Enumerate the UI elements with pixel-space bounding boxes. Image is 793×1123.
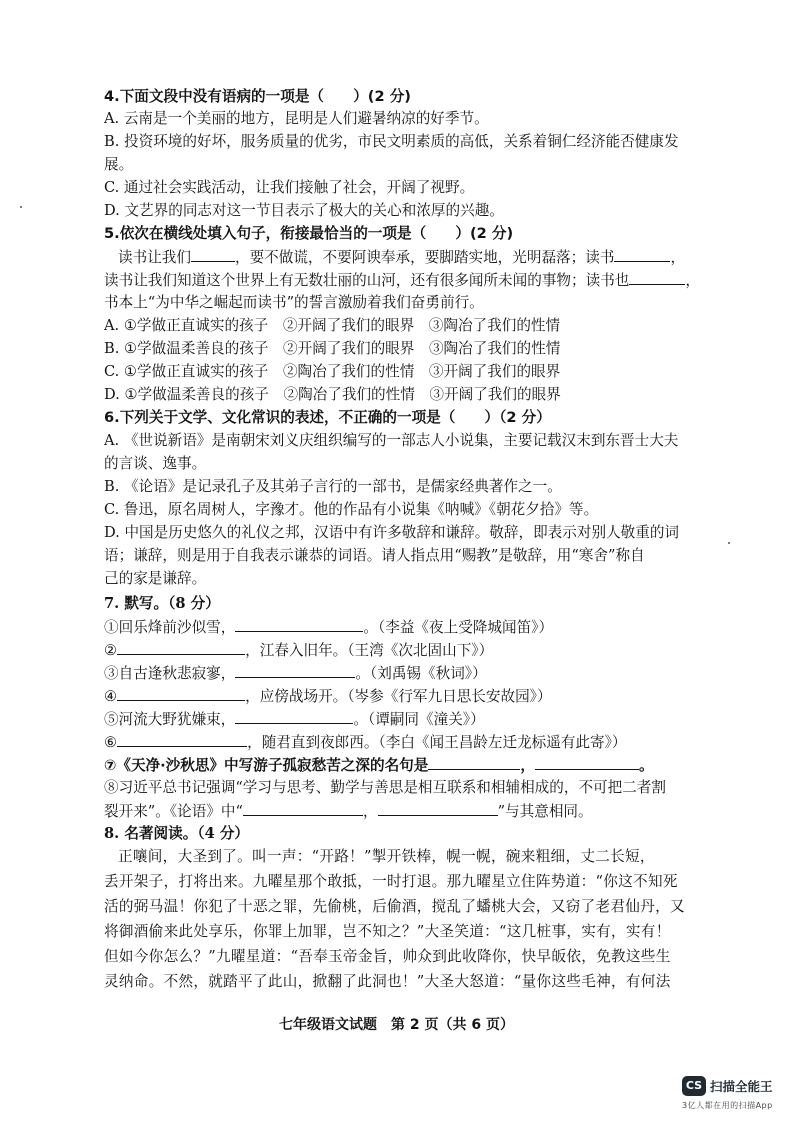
q7-item-8-line2 bbox=[104, 800, 724, 822]
q7-text: ③自古逢秋悲寂寥， bbox=[104, 665, 236, 682]
q7-item-1 bbox=[104, 616, 724, 638]
q7-text: 。（李益《夜上受降城闻笛》） bbox=[363, 619, 554, 636]
q7-blank-5 bbox=[235, 708, 353, 724]
q7-text: ⑦《天净·沙秋思》中写游子孤寂愁苦之深的名句是 bbox=[104, 757, 429, 774]
q7-text: ② bbox=[104, 642, 118, 659]
q5-passage-text: 读书让我们 bbox=[118, 249, 191, 266]
q7-text: ⑤河流大野犹嫌束， bbox=[104, 711, 236, 728]
q7-text: ，应傍战场开。（岑参《行军九日思长安故园》） bbox=[245, 688, 552, 705]
q7-item-7 bbox=[104, 754, 724, 776]
q5-stem: 5.依次在横线处填入句子，衔接最恰当的一项是（ ）(2 分) bbox=[104, 225, 514, 242]
q6-option-d-line3: 己的家是谦辞。 bbox=[104, 570, 207, 587]
scan-speck bbox=[20, 206, 22, 208]
q4-option-d: D. 文艺界的同志对这一节目表示了极大的关心和浓厚的兴趣。 bbox=[104, 202, 504, 219]
q8-passage-line5: 但如今你怎么？”九曜星道：“吾奉玉帝金旨，帅众到此收降你，快早皈依，免教这些生 bbox=[104, 948, 671, 965]
q4-option-c: C. 通过社会实践活动，让我们接触了社会，开阔了视野。 bbox=[104, 179, 475, 196]
q7-text: ， bbox=[520, 757, 535, 774]
q7-item-2 bbox=[104, 639, 724, 661]
q7-text: ⑥ bbox=[104, 734, 118, 751]
q7-text: 。（谭嗣同《潼关》） bbox=[353, 711, 485, 728]
q7-text: 。 bbox=[638, 757, 654, 774]
q7-blank-8 bbox=[535, 754, 639, 770]
q6-stem: 6.下列关于文学、文化常识的表述，不正确的一项是（ ）（2 分） bbox=[104, 409, 551, 426]
q8-stem: 8. 名著阅读。（4 分） bbox=[104, 825, 250, 842]
q5-passage-line3: 书本上“为中华之崛起而读书”的誓言激励着我们奋勇前行。 bbox=[104, 294, 484, 311]
scanner-watermark bbox=[682, 1076, 782, 1112]
q8-passage-line3: 活的弼马温！你犯了十恶之罪，先偷桃，后偷酒，搅乱了蟠桃大会，又窃了老君仙丹，又 bbox=[104, 898, 685, 915]
q4-option-b-line1: B. 投资环境的好坏，服务质量的优劣，市民文明素质的高低，关系着铜仁经济能否健康发 bbox=[104, 133, 679, 150]
q6-option-d-line1: D. 中国是历史悠久的礼仪之邦，汉语中有许多敬辞和谦辞。敬辞，即表示对别人敬重的词 bbox=[104, 524, 680, 541]
q8-passage-line1: 正嚷间，大圣到了。叫一声：“开路！”掣开铁棒，幌一幌，碗来粗细，丈二长短， bbox=[118, 848, 655, 865]
page-footer: 七年级语文试题 第 2 页（共 6 页） bbox=[279, 1017, 514, 1033]
q7-blank-9 bbox=[243, 800, 363, 816]
q7-text: ， bbox=[362, 803, 378, 820]
q6-option-d-line2: 语；谦辞，则是用于自我表示谦恭的词语。请人指点用“赐教”是敬辞，用“寒舍”称自 bbox=[104, 547, 645, 564]
q8-passage-line2: 丢开架子，打将出来。九曜星那个敢抵，一时打退。那九曜星立住阵势道：“你这不知死 bbox=[104, 873, 678, 890]
scan-speck bbox=[728, 542, 730, 544]
q5-blank-2 bbox=[614, 246, 670, 262]
q4-option-b-line2: 展。 bbox=[104, 156, 134, 173]
q6-option-a-line1: A. 《世说新语》是南朝宋刘义庆组织编写的一部志人小说集，主要记载汉末到东晋士大夫 bbox=[104, 432, 679, 449]
q5-option-c: C. ①学做正直诚实的孩子 ②陶冶了我们的性情 ③开阔了我们的眼界 bbox=[104, 363, 561, 380]
watermark-app-name: 扫描全能王 bbox=[710, 1079, 773, 1094]
q5-passage-line2: 读书让我们知道这个世界上有无数壮丽的山河，还有很多闻所未闻的事物；读书也 ， bbox=[104, 269, 724, 291]
q7-item-3 bbox=[104, 662, 724, 684]
watermark-tagline: 3亿人都在用的扫描App bbox=[682, 1101, 773, 1110]
q5-option-a: A. ①学做正直诚实的孩子 ②开阔了我们的眼界 ③陶冶了我们的性情 bbox=[104, 317, 561, 334]
q7-blank-4 bbox=[117, 685, 245, 701]
q7-text: 。（刘禹锡《秋词》） bbox=[355, 665, 487, 682]
q5-passage-line1: 读书让我们 ，要不做谎，不要阿谀奉承，要脚踏实地，光明磊落；读书 ， bbox=[118, 246, 724, 268]
q7-text: ，随君直到夜郎西。（李白《闻王昌龄左迁龙标遥有此寄》） bbox=[247, 734, 627, 751]
q7-stem: 7. 默写。（8 分） bbox=[104, 595, 220, 612]
q7-text: ①回乐烽前沙似雪， bbox=[104, 619, 236, 636]
q7-blank-6 bbox=[117, 731, 247, 747]
q7-item-5 bbox=[104, 708, 724, 730]
q7-text: 裂开来”。《论语》中“ bbox=[104, 803, 243, 820]
q7-text: ”与其意相同。 bbox=[497, 803, 593, 820]
q7-blank-1 bbox=[235, 616, 363, 632]
q7-blank-10 bbox=[378, 800, 498, 816]
q7-blank-3 bbox=[235, 662, 355, 678]
q7-item-6 bbox=[104, 731, 724, 753]
q4-option-a: A. 云南是一个美丽的地方，昆明是人们避暑纳凉的好季节。 bbox=[104, 110, 489, 127]
q6-option-b: B. 《论语》是记录孔子及其弟子言行的一部书，是儒家经典著作之一。 bbox=[104, 478, 562, 495]
q7-blank-7 bbox=[428, 754, 520, 770]
q8-passage-line6: 灵纳命。不然，就踏平了此山，掀翻了此洞也！”大圣大怒道：“量你这些毛神，有何法 bbox=[104, 973, 671, 990]
q5-blank-3 bbox=[629, 269, 685, 285]
q7-text: ④ bbox=[104, 688, 118, 705]
q5-option-b: B. ①学做温柔善良的孩子 ②开阔了我们的眼界 ③陶冶了我们的性情 bbox=[104, 340, 561, 357]
q4-stem: 4.下面文段中没有语病的一项是（ ）(2 分) bbox=[104, 88, 411, 105]
q8-passage-line4: 将御酒偷来此处享乐，你罪上加罪，岂不知之？”大圣笑道：“这几桩事，实有，实有！ bbox=[104, 923, 671, 940]
q5-blank-1 bbox=[191, 246, 235, 262]
q5-passage-text: ，要不做谎，不要阿谀奉承，要脚踏实地，光明磊落；读书 bbox=[234, 249, 615, 266]
q5-passage-text: 读书让我们知道这个世界上有无数壮丽的山河，还有很多闻所未闻的事物；读书也 bbox=[104, 272, 630, 289]
q7-item-8-line1: ⑧习近平总书记强调“学习与思考、勤学与善思是相互联系和相辅相成的，不可把二者割 bbox=[104, 779, 667, 796]
q7-item-4 bbox=[104, 685, 724, 707]
camscanner-logo-icon: CS bbox=[682, 1076, 706, 1096]
q5-option-d: D. ①学做温柔善良的孩子 ②陶冶了我们的性情 ③开阔了我们的眼界 bbox=[104, 386, 561, 403]
q7-text: ，江春入旧年。（王湾《次北固山下》） bbox=[245, 642, 494, 659]
q7-blank-2 bbox=[117, 639, 245, 655]
q6-option-c: C. 鲁迅，原名周树人，字豫才。他的作品有小说集《呐喊》《朝花夕拾》等。 bbox=[104, 501, 599, 518]
q6-option-a-line2: 的言谈、逸事。 bbox=[104, 455, 207, 472]
